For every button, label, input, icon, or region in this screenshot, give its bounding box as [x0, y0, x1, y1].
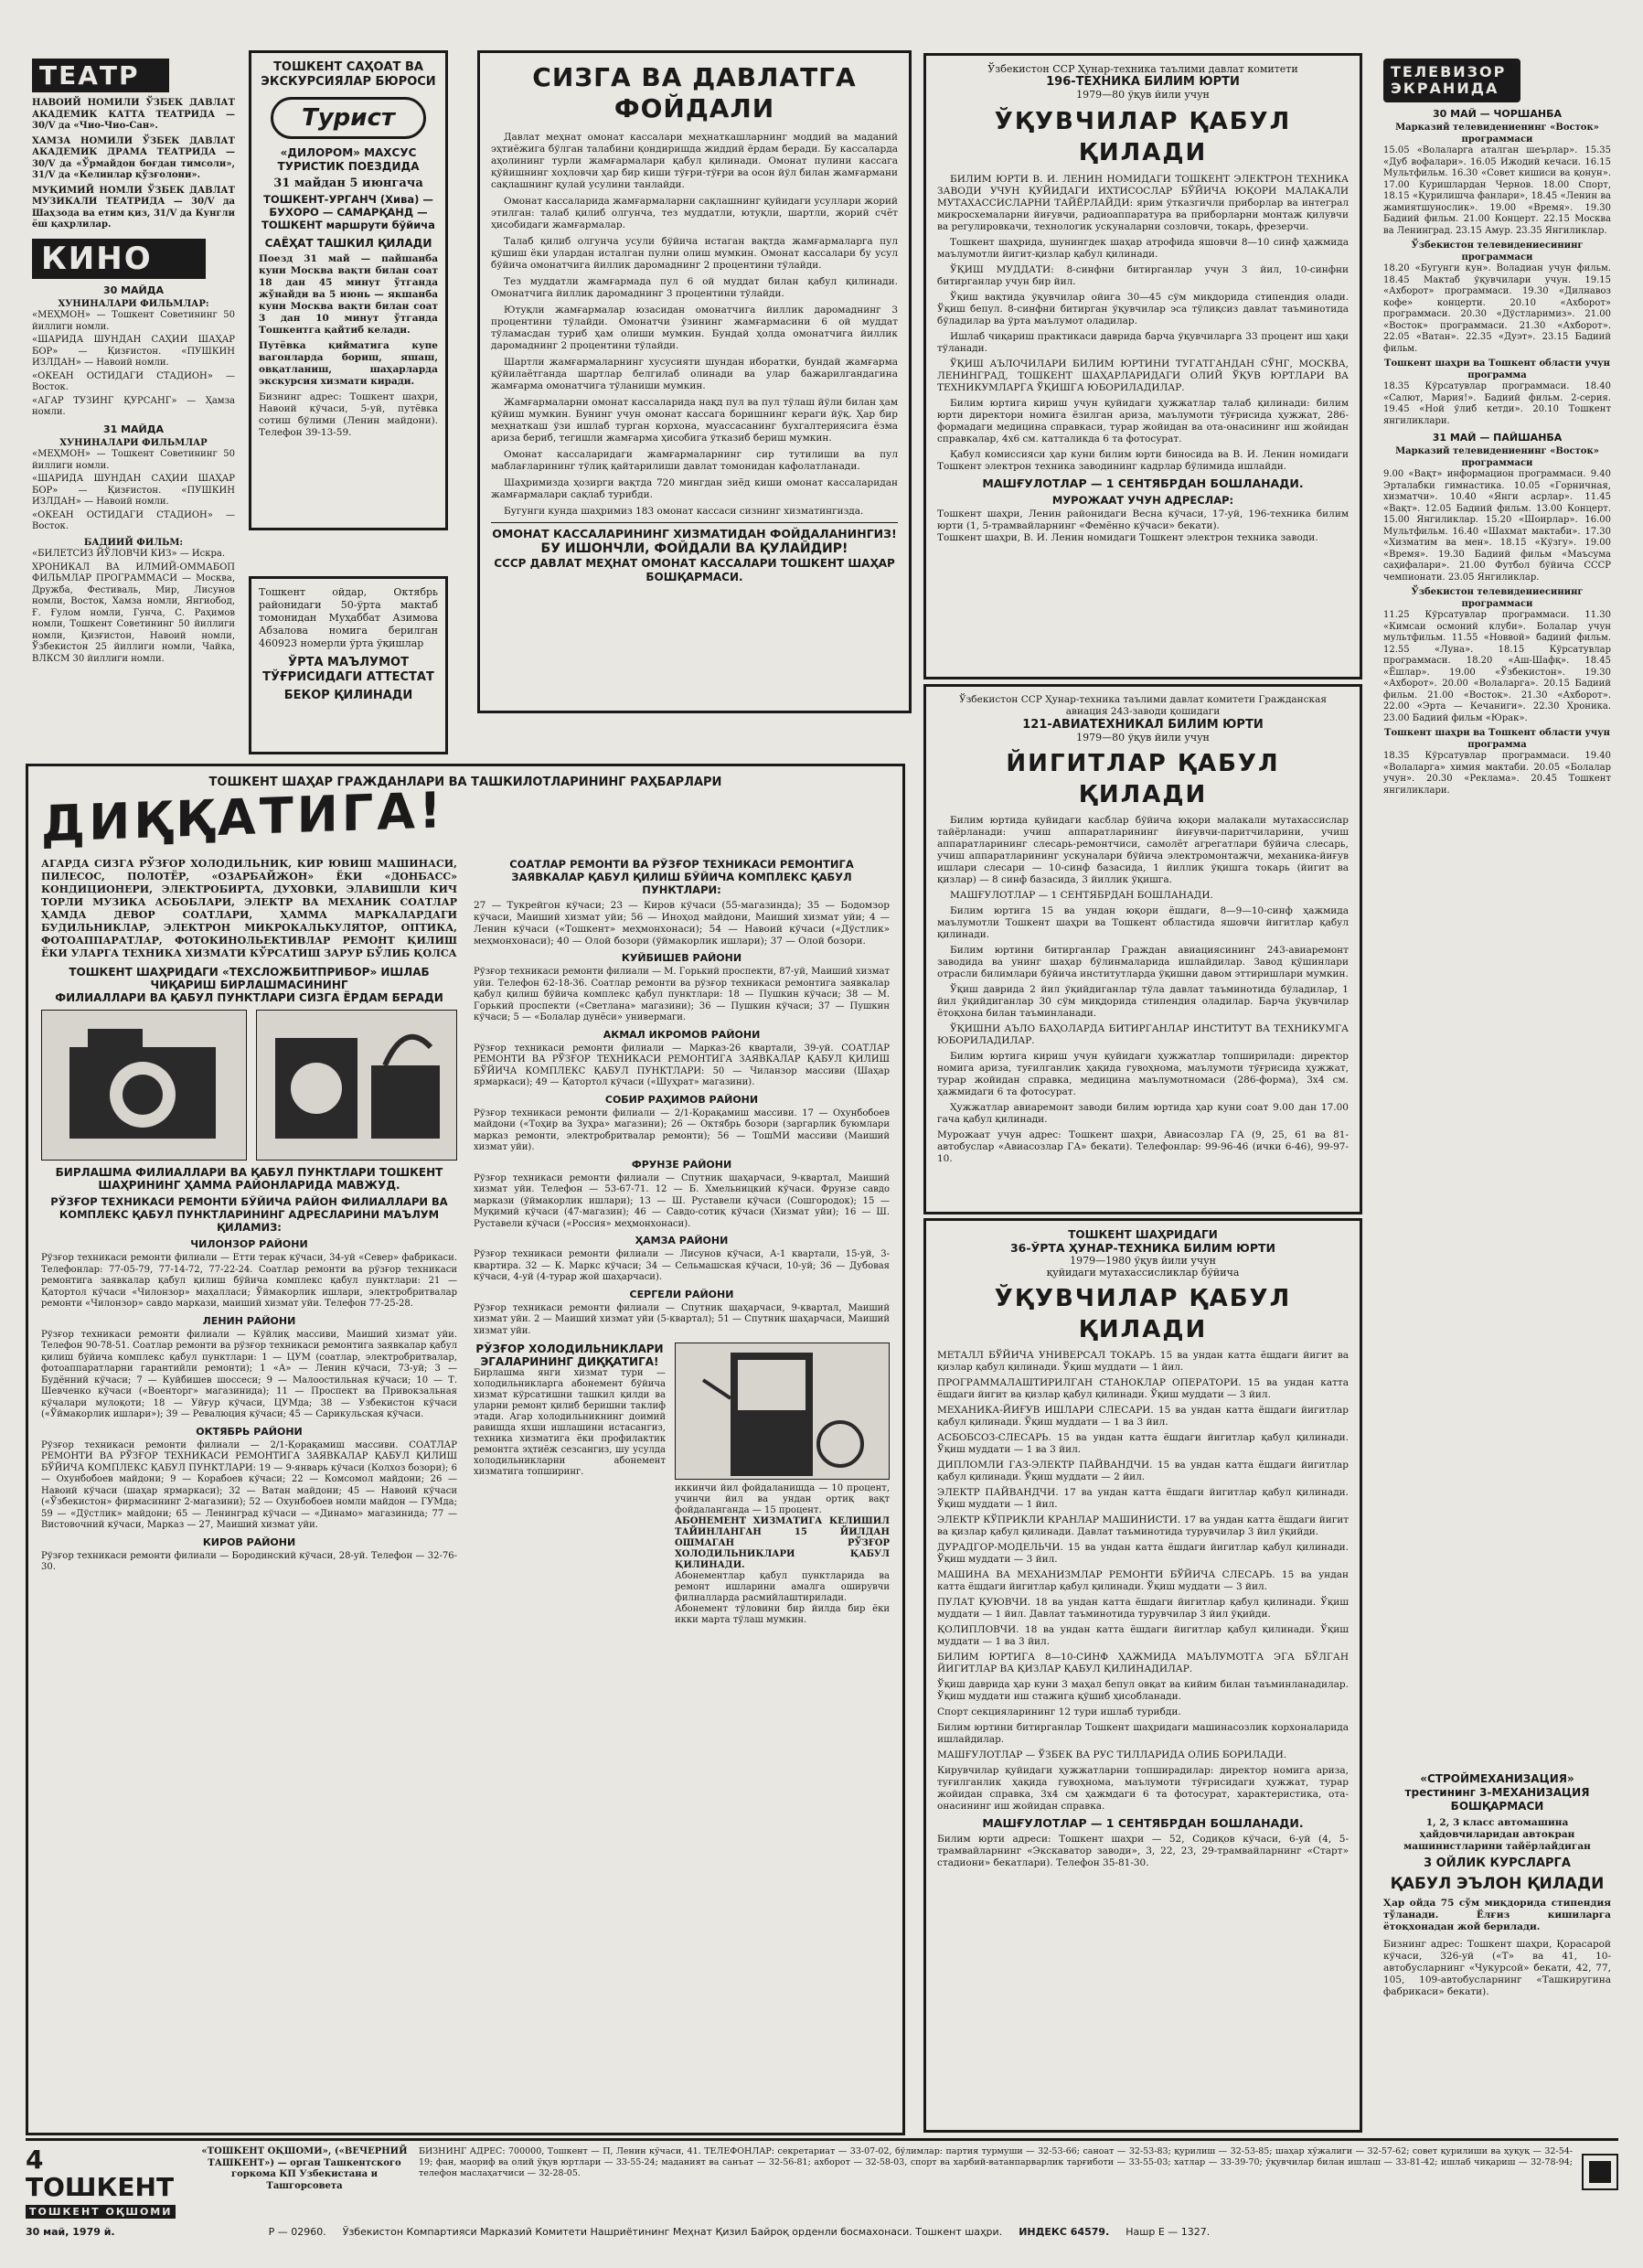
district-name: ҲАМЗА РАЙОНИ	[635, 1235, 729, 1246]
footer-mast-small: 4 ТОШКЕНТ	[26, 2145, 175, 2202]
footer-printer: Ўзбекистон Компартияси Марказий Комитети Нашриётининг Меҳнат Қизил Байроқ орденли босмахонаси. Тошкент шаҳри.	[342, 2226, 1003, 2238]
savings-paragraph: Давлат меҳнат омонат кассалари меҳнаткашларнинг моддий ва маданий эҳтиёжига бўлган талабини қондиришда жиддий ёрдам беради. Бу кассаларда аҳолининг турли жамғармалари қабул қилинади. Омонат пулини кассага қўйишнинг хоҳловчи ҳар бир киши тўғри-тўғри ва осон йўл билан жамғармани сақлашнинг қулай усулини танлайди.	[491, 132, 898, 190]
tv-head3: Тошкент шаҳри ва Тошкент области учун программа	[1384, 358, 1610, 380]
tv-head6: Тошкент шаҳри ва Тошкент области учун программа	[1384, 728, 1610, 750]
school121-ad	[923, 684, 1362, 1214]
school196-address: Тошкент шаҳри, Ленин районидаги Весна кўчаси, 17-уй, 196-техника билим юрти (1, 5-трамвайларнинг «Фемённо кўчаси» бекати).	[937, 508, 1349, 531]
certificate-head1: ЎРТА МАЪЛУМОТ ТЎҒРИСИДАГИ АТТЕСТАТ	[262, 656, 434, 684]
fridge-left	[474, 1343, 666, 1626]
school36-item: ПРОГРАММАЛАШТИРИЛГАН СТАНОКЛАР ОПЕРАТОРИ. 15 ва ундан катта ёшдаги йигит ва қизлар қабул қилинади. Ўқиш муддати — 3 йил.	[937, 1377, 1349, 1400]
cinema-day1-list	[32, 310, 235, 419]
footer-masthead	[26, 2146, 190, 2219]
school121-org: Ўзбекистон ССР Ҳунар-техника таълими давлат комитети Гражданская авиация 243-заводи қошидаги	[958, 694, 1327, 717]
school36-org: ТОШКЕНТ ШАҲРИДАГИ	[1068, 1228, 1218, 1241]
school36-item: МАШИНА ВА МЕХАНИЗМЛАР РЕМОНТИ БЎЙИЧА СЛЕСАРЬ. 15 ва ундан катта ёшдаги йигитлар қабул қилинади. Ўқиш муддати — 3 йил.	[937, 1569, 1349, 1592]
cinema-entry: «МЕҲМОН» — Тошкент Советининг 50 йиллиги номли.	[32, 449, 235, 471]
school36-item: Билим юртини битирганлар Тошкент шаҳридаги машинасозлик корхоналарида ишлайдилар.	[937, 1722, 1349, 1745]
district-name: СЕРГЕЛИ РАЙОНИ	[629, 1288, 734, 1300]
theatre-list	[32, 98, 235, 231]
cinema-day2: 31 МАЙДА	[102, 423, 165, 435]
school36-item: МЕХАНИКА-ЙИҒУВ ИШЛАРИ СЛЕСАРИ. 15 ва ундан катта ёшдаги йигитлар қабул қилинади. Ўқиш муддати — 1 ва 3 йил.	[937, 1405, 1349, 1428]
district-name: СОБИР РАҲИМОВ РАЙОНИ	[604, 1093, 759, 1106]
school121-year: 1979—80 ўқув йили учун	[1076, 732, 1210, 744]
footer-emblem	[1582, 2154, 1618, 2190]
tourist-train: «ДИЛОРОМ» МАХСУС ТУРИСТИК ПОЕЗДИДА	[277, 146, 420, 173]
savings-paragraph: Тез муддатли жамғармада пул 6 ой муддат билан қабул қилинади. Омонатчига йиллик даромаднинг 3 процентини тўлайди.	[491, 276, 898, 299]
school36-item: БИЛИМ ЮРТИГА 8—10-СИНФ ҲАЖМИДА МАЪЛУМОТГА ЭГА БЎЛГАН ЙИГИТЛАР ВА ҚИЗЛАР ҚАБУЛ ҚИЛИНАДИЛАР.	[937, 1652, 1349, 1674]
cinema-logo: КИНО	[32, 239, 206, 279]
school196-title: ЎҚУВЧИЛАР ҚАБУЛ ҚИЛАДИ	[994, 108, 1292, 166]
district-text: Рўзғор техникаси ремонти филиали — Кўйлиқ массиви, Маиший хизмат уйи. Телефон 90-78-51. Соатлар ремонти ва рўзғор техникаси ремонтига заявкалар қабул қилиш бўйича комплекс қабул пунктлари: 1 — ЦУМ (соатлар, электробритвалар, фотоаппаратларни гарантийли ремонти); 1 «А» — Ленин кўчаси, 73-уй; 3 — Будённий кўчаси; 7 — Куйбишев шоссеси; 9 — Малоостильная кўчаси; 10 — Т. Шевченко кўчаси («Военторг» магазинида); 11 — Проспект ва Привокзальная кўчалари мулоқоти; 18 — Уйғур кўчаси, ЦУМда; 38 — Узбекистон кўчаси («Ўймакорлик ишлари»); 39 — Ревалюция кўчаси; 45 — Сарикульская кўчаси.	[41, 1329, 457, 1419]
school121-paragraph: Билим юртини битирганлар Граждан авиациясининг 243-авиаремонт заводида ва унинг шаҳар бўлинмаларида ишлайдилар. Завод қўшинлари отрасли билимлари бўйича институтларда ўқишни давом эттиришлари мумкин.	[937, 945, 1349, 979]
service-repair-head: СОАТЛАР РЕМОНТИ ВА РЎЗҒОР ТЕХНИКАСИ РЕМОНТИГА ЗАЯВКАЛАР ҚАБУЛ ҚИЛИШ БЎЙИЧА КОМПЛЕКС ҚАБУЛ ПУНКТЛАРИ:	[509, 858, 854, 896]
district-name: ЛЕНИН РАЙОНИ	[202, 1314, 296, 1327]
service-branches-note: БИРЛАШМА ФИЛИАЛЛАРИ ВА ҚАБУЛ ПУНКТЛАРИ ТОШКЕНТ ШАҲРИНИНГ ҲАММА РАЙОНЛАРИДА МАВЖУД.	[55, 1166, 443, 1192]
tv-prog3: 18.35 Кўрсатувлар программаси. 18.40 «Салют, Мария!». Бадиий фильм. 2-серия. 19.45 «Ной ўлиб кетди». 20.10 Тошкент янгиликлари.	[1383, 381, 1611, 426]
district-text: Рўзғор техникаси ремонти филиали — Марказ-26 квартали, 39-уй. СОАТЛАР РЕМОНТИ ВА РЎЗҒОР ТЕХНИКАСИ РЕМОНТИГА ЗАЯВКАЛАР ҚАБУЛ ҚИЛИШ БЎЙИЧА КОМПЛЕКС ҚАБУЛ ПУНКТЛАРИ: 50 — Чиланзор массиви (Шаҳар ярмаркаси); 49 — Қатортол кўчаси («Шуҳрат» магазини).	[474, 1043, 890, 1087]
school196-address-head: МУРОЖААТ УЧУН АДРЕСЛАР:	[1051, 494, 1234, 507]
service-ad	[26, 764, 905, 2135]
school121-paragraph: Билим юртига 15 ва ундан юқори ёшдаги, 8—9—10-синф ҳажмида маълумотли Тошкент шаҳри ва Тошкент областида яшовчи йигитлар қабул қилинади.	[937, 905, 1349, 940]
school36-item: АСБОБСОЗ-СЛЕСАРЬ. 15 ва ундан катта ёшдаги йигитлар қабул қилинади. Ўқиш муддати — 1 ва 3 йил.	[937, 1432, 1349, 1455]
tourist-logo	[271, 97, 426, 139]
school196-name: 196-ТЕХНИКА БИЛИМ ЮРТИ	[1046, 75, 1240, 89]
cinema-entry: «ОКЕАН ОСТИДАГИ СТАДИОН» — Восток.	[32, 509, 235, 531]
service-lab-head2: ФИЛИАЛЛАРИ ВА ҚАБУЛ ПУНКТЛАРИ СИЗГА ЁРДАМ БЕРАДИ	[55, 991, 443, 1004]
cinema-entry: «ШАРИДА ШУНДАН САҲИИ ШАҲАР БОР» — Қизғистон. «ПУШКИН ИЗЛДАН» — Навоий номли.	[32, 335, 235, 368]
cinema-entry: ХРОНИКАЛ ВА ИЛМИЙ-ОММАБОП ФИЛЬМЛАР ПРОГРАММАСИ — Москва, Дружба, Фестиваль, Мир, Лисунов номли, Восток, Хамза номли, Янгиобод, Ғ. Ғулом номли, Гунча, С. Раҳимов номли, Тошкент Советининг 50 йиллиги номли, Қизғистон, Навоий номли, Ўзбекистон 25 йиллиги номли, Чайка, ВЛКСМ 30 йиллиги номли.	[32, 562, 235, 664]
school121-paragraph: МАШҒУЛОТЛАР — 1 СЕНТЯБРДАН БОШЛАНАДИ.	[950, 890, 1213, 901]
school36-item: МАШҒУЛОТЛАР — ЎЗБЕК ВА РУС ТИЛЛАРИДА ОЛИБ БОРИЛАДИ.	[937, 1749, 1287, 1760]
school121-paragraph: ЎҚИШНИ АЪЛО БАҲОЛАРДА БИТИРГАНЛАР ИНСТИТУТ ВА ТЕХНИКУМГА ЮБОРИЛАДИЛАР.	[937, 1023, 1349, 1046]
tv-day2: 31 МАЙ — ПАЙШАНБА	[1432, 432, 1563, 444]
cinema-children-head: БАДИИЙ ФИЛЬМ:	[83, 537, 184, 548]
service-right-col	[474, 858, 890, 1626]
school196-paragraph: Ўқиш вақтида ўқувчилар ойига 30—45 сўм миқдорида стипендия олади. Ўқиш бепул. 8-синфни битирган ўқувчилар эса тўлиқсиз давлат таъминотида бўладилар ва ўрта маълумот оладилар.	[937, 292, 1349, 326]
school36-item: Спорт секцияларининг 12 тури ишлаб турибди.	[937, 1706, 1181, 1717]
districts-left	[41, 1238, 457, 1574]
savings-footer1: ОМОНАТ КАССАЛАРИНИНГ ХИЗМАТИДАН ФОЙДАЛАНИНГИЗ!	[492, 527, 897, 540]
cinema-entry: «ОКЕАН ОСТИДАГИ СТАДИОН» — Восток.	[32, 370, 235, 392]
tourist-ad	[249, 50, 448, 530]
certificate-text: Тошкент ойдар, Октябрь районидаги 50-ўрта мактаб томонидан Муҳаббат Азимова Абзалова номига берилган 460923 номерли ўрта ўқишлар	[259, 586, 438, 649]
school196-ad	[923, 53, 1362, 679]
school196-address2: Тошкент шаҳри, В. И. Ленин номидаги Тошкент электрон техника заводи.	[937, 532, 1318, 543]
tourist-date: 31 майдан 5 июнгача	[273, 177, 423, 190]
page-footer	[26, 2138, 1618, 2248]
school121-name: 121-АВИАТЕХНИКАЛ БИЛИМ ЮРТИ	[1022, 718, 1264, 732]
savings-paragraph: Шаҳримизда ҳозирги вақтда 720 мингдан зиёд киши омонат кассаларидан жамғармалари сақлаб турибди.	[491, 477, 898, 500]
service-lab-head: ТОШКЕНТ ШАҲРИДАГИ «ТЕХСЛОЖБИТПРИБОР» ИШЛАБ ЧИҚАРИШ БИРЛАШМАСИНИНГ	[69, 966, 430, 991]
school196-paragraph: Тошкент шаҳрида, шунингдек шаҳар атрофида яшовчи 8—10 синф ҳажмида маълумотли йигит-қизлар қабул қилинади.	[937, 237, 1349, 260]
tv-prog4: 9.00 «Вақт» информацион программаси. 9.40 Эрталабки гимнастика. 10.05 «Горничная, хизматчи». 10.40 «Янги асрлар». 11.45 «Вақт». 12.05 Бадиий фильм. 13.00 Концерт. 15.00 Янгиликлар. 15.20 «Шоирлар». 16.00 Мультфильм. 16.40 «Шахмат мактаби». 17.30 «Хизматим ва мен». 18.15 «Кўзгу». 19.00 «Время». 19.30 Бадиий фильм «Маъсума саҳифалари». 21.00 Футбол бўйича СССР чемпионати. 23.05 Янгиликлар.	[1383, 469, 1611, 583]
fridge-text: Бирлашма янги хизмат тури — холодильникларга абонемент бўйича хизмат кўрсатишни ташкил қилди ва уларни ремонт қилиб беришни таклиф этади. Агар холодильникнинг доимий равишда яхши ишлашини истасангиз, техника хизматига ёки профилактик ремонтга эҳтиёж сезсангиз, шу усулда холодильникларни абонемент хизматига топширинг.	[474, 1368, 666, 1477]
savings-ad	[477, 50, 912, 713]
stroi-ad	[1376, 1765, 1618, 2117]
footer-paper-desc: «ТОШКЕНТ ОҚШОМИ», («ВЕЧЕРНИЙ ТАШКЕНТ») — орган Ташкентского горкома КП Узбекистана и Ташгорсовета	[201, 2146, 408, 2191]
footer-bottom-line	[26, 2226, 1618, 2238]
service-top: ТОШКЕНТ ШАҲАР ГРАЖДАНЛАРИ ВА ТАШКИЛОТЛАРИНИНГ РАҲБАРЛАРИ	[208, 776, 722, 789]
district-text: Рўзғор техникаси ремонти филиали — Лисунов кўчаси, А-1 квартали, 15-уй, 3-квартира. 32 — К. Маркс кўчаси; 34 — Сельмашская кўчаси, 10-уй; 36 — Дубовая кўчаси, 4-уй (4-турар жой шаҳарчаси).	[474, 1249, 890, 1282]
tv-prog6: 18.35 Кўрсатувлар программаси. 19.40 «Волаларга» химия мактаби. 20.05 «Болалар учун». 20.30 «Реклама». 20.45 Тошкент янгиликлари.	[1383, 751, 1611, 796]
district-text: Рўзғор техникаси ремонти филиали — 2/1-Қорақамиш массиви. СОАТЛАР РЕМОНТИ ВА РЎЗҒОР ТЕХНИКАСИ РЕМОНТИГА ЗАЯВКАЛАР ҚАБУЛ ҚИЛИШ БЎЙИЧА КОМПЛЕКС ҚАБУЛ ПУНКТЛАРИ: 19 — 9-январь кўчаси (Колхоз бозори); 6 — Охунбобоев майдони; 9 — Корабоев кўчаси; 22 — Комсомол майдони; 26 — Навоий кўчаси (шаҳар ярмаркаси); 32 — Ватан майдони; 45 — Навоий кўчаси («Ўзбекистон» фирмасининг 2-магазини); 52 — Охунбобоев номли майдон — ГУМда; 59 — «Дўстлик» майдони; 65 — Ленинград кўчаси — «Динамо» магазинида; 77 — Вистовочний кўчаси, Марказ — 27, Маиший хизмат уйи.	[41, 1439, 457, 1530]
school196-paragraph: ЎҚИШ АЪЛОЧИЛАРИ БИЛИМ ЮРТИНИ ТУГАТГАНДАН СЎНГ, МОСКВА, ЛЕНИНГРАД, ТОШКЕНТ ШАҲАРЛАРИДАГИ ОЛИЙ ЎҚУВ ЮРТЛАРИ ВА ТЕХНИКУМЛАРГА ЎҚИШГА ЮБОРИЛАДИЛАР.	[937, 358, 1349, 393]
fridge-b1: иккинчи йил фойдаланишда — 10 процент, учинчи йил ва ундан ортиқ вақт фойдаланганда — 15 процент.	[675, 1483, 890, 1515]
school196-paragraph: ЎҚИШ МУДДАТИ: 8-синфни битирганлар учун 3 йил, 10-синфни битирганлар учун бир йил.	[937, 264, 1349, 287]
savings-paragraph: Ютуқли жамғармалар юзасидан омонатчига йиллик даромаднинг 3 процентини тўлайди. Омонатчи ўзининг жамғармасини 6 ой муддат тўламасдан туриб ҳам олиши мумкин. Бундай ҳолда омонатчига йиллик даромаднинг 2 процентини тўлайди.	[491, 305, 898, 351]
fridge-b4: Абонемент тўловини бир йилда бир ёки икки марта тўлаш мумкин.	[675, 1604, 890, 1625]
tv-prog2: 18.20 «Бугунги кун». Воладиан учун фильм. 18.45 Мактаб ўқувчилари учун. 19.15 «Ахборот» программаси. 19.30 «Дилнавоз кофе» концерти. 20.10 «Ахборот» программаси. 20.30 «Дўстларимиз». 21.00 «Восток» программаси. 21.30 «Ахборот». 22.05 «Ватан». 22.35 «Дуэт». 23.15 Бадиий фильм.	[1383, 263, 1611, 354]
theatre-entry: ХАМЗА НОМИЛИ ЎЗБЕК ДАВЛАТ АКАДЕМИК ДРАМА ТЕАТРИДА — 30/V да «Ўрмайдон боғдан тимсоли», 31/V да «Келинлар қўзғолони».	[32, 135, 235, 180]
tourist-trip-text: Поезд 31 май — пайшанба куни Москва вақти билан соат 18 дан 45 минут ўтганда жўнайди ва 5 июнь — якшанба куни Москва вақти билан соат 3 дан 10 минут ўтганда Тошкентга қайтиб келади.	[259, 253, 438, 336]
districts-right	[474, 952, 890, 1337]
stroi-text: 1, 2, 3 класс автомашина ҳайдовчиларидан автокран машинистларини тайёрлайдиган	[1403, 1817, 1591, 1852]
school36-item: ЭЛЕКТР ПАЙВАНДЧИ. 17 ва ундан катта ёшдаги йигитлар қабул қилинади. Ўқиш муддати — 1 йил.	[937, 1487, 1349, 1510]
service-intro: АГАРДА СИЗГА РЎЗҒОР ХОЛОДИЛЬНИК, КИР ЮВИШ МАШИНАСИ, ПИЛЕСОС, ПОЛОТЁР, «ОЗАРБАЙЖОН» ЁКИ «ДОНБАСС» КОНДИЦИОНЕРИ, ЭЛЕКТРОБИРТА, ДУХОВКИ, ЭЛАВИШЛИ КИЧ ТОРЛИ МУЗИКА АСБОБЛАРИ, ЭЛЕКТР ВА МЕХАНИК СОАТЛАР ҲАМДА ДЕВОР СОАТЛАРИ, ҲАММА МАРКАЛАРДАГИ БУДИЛЬНИКЛАР, ЭЛЕКТРОН МИКРОКАЛЬКУЛЯТОР, ОПТИКА, ФОТОАППАРАТЛАР, ФОТОКИНОЛЬЕКТИВЛАР РЕМОНТ ҚИЛИШ ЁКИ УЛАРГА ТЕХНИКА ХИЗМАТИ КЎРСАТИШ ЗАРУР БЎЛИБ ҚОЛСА	[41, 858, 457, 959]
tv-head4: Марказий телевидениенинг «Восток» программаси	[1395, 446, 1599, 468]
school196-paragraph: Ишлаб чиқариш практикаси даврида барча ўқувчиларга 33 процент иш ҳақи тўланади.	[937, 331, 1349, 354]
district-text: Рўзғор техникаси ремонти филиали — 2/1-Қорақамиш массиви. 17 — Охунбобоев майдони («Тоҳир ва Зуҳра» магазини); 26 — Октябрь бозори (заргарлик буюмлари марказ ремонти, электробритвалар ремонти); 56 — ТошМИ массиви (Маиший хизмат уйи).	[474, 1107, 890, 1152]
tourist-contact: Бизнинг адрес: Тошкент шаҳри, Навоий кўчаси, 5-уй, путёвка сотиш бўлими (Ленин майдони). Телефон 39-13-59.	[259, 391, 438, 438]
cinema-entry: «АГАР ТУЗИНГ ҚУРСАНГ» — Ҳамза номли.	[32, 395, 235, 417]
tv-prog1: 15.05 «Волаларга аталган шеърлар». 15.35 «Дуб вофалари». 16.05 Ижодий кечаси. 16.15 Мультфильм. 16.30 «Совет кишиси ва қонун». 17.00 Куришлардан Чернов. 18.00 Спорт, 18.15 «Қурилишча фанлари», 18.45 «Ленин ва жамиятшунослик». 19.00 «Время». 19.30 Бадиий фильм. 21.00 Концерт. 22.15 Москва ва Ленинград. 23.15 Амур. 23.35 Янгиликлар.	[1383, 145, 1611, 236]
school121-paragraph: Билим юртида қуйидаги касблар бўйича юқори малакали мутахассислар тайёрланади: учиш аппаратларининг йиғувчи-паритчиларини, учиш аппаратларининг слесарь-ремонтчиси, самолёт агрегатлари бўйича слесарь, учиш аппаратларининг ускуналари бўйича электромонтажчи, механика-йиғув ишлари слесари — 10-синф базасида, 1 йиллик ўқишга токарь (йигит ва қизлар) — 8 синф базасида, 3 йиллик ўқишга.	[937, 815, 1349, 885]
tourist-route: ТОШКЕНТ-УРГАНЧ (Хива) — БУХОРО — САМАРҚАНД — ТОШКЕНТ маршрути бўйича	[261, 193, 435, 231]
tourist-logo-text: Турист	[302, 104, 395, 132]
fridge-right	[675, 1343, 890, 1626]
tv-prog5: 11.25 Кўрсатувлар программаси. 11.30 «Кимсаи осмоний клуби». Болалар учун мультфильм. 11.55 «Новвой» бадиий фильм. 12.55 «Луна». 18.15 Кўрсатувлар программаси. 18.20 «Аш-Шафқ». 18.45 «Ёшлар». 19.00 «Ўзбекистон». 19.30 «Ахборот». 20.00 «Волаларга». 20.15 Бадиий фильм. 21.00 «Восток». 21.30 «Ахборот». 22.00 «Эрта — Кечаниги». 22.30 Хроника. 23.00 Бадиий фильм «Юрак».	[1383, 610, 1611, 723]
district-text: Рўзғор техникаси ремонти филиали — Спутник шаҳарчаси, 9-квартал, Маиший хизмат уйи. Телефон — 53-67-71. 12 — Б. Хмельницкий кўчаси. Фрунзе савдо маркази (ўймакорлик ишлари); 13 — Ш. Руставели кўчаси (Сошгородок); 15 — Муқимий кўчаси (47-магазин); 46 — Савдо-сотиқ кўчаси (Хизмат уйи); 16 — Ш. Руставели кўчаси («Россия» меҳмонхонаси).	[474, 1172, 890, 1229]
savings-paragraph: Шартли жамғармаларнинг хусусияти шундан иборатки, бундай жамғарма қўйилаётганда шартлар белгилаб олинади ва улар бажарилгандагина жамғарма омонатчига тўланиши мумкин.	[491, 357, 898, 391]
district-text: Рўзғор техникаси ремонти филиали — Бородинский кўчаси, 28-уй. Телефон — 32-76-30.	[41, 1550, 457, 1572]
service-left-col	[41, 858, 457, 1574]
school196-paragraph: Билим юртига кириш учун қуйидаги ҳужжатлар талаб қилинади: билим юрти директори номига ёзилган ариза, маълумоти тўғрисида ҳужжат, 286-формадаги медицина справкаси, турар жойидан ва ота-онасининг иш жойидан справкалар, 4x6 см. катталикда 6 та фотосурат.	[937, 398, 1349, 444]
school196-paragraph: Қабул комиссияси ҳар куни билим юрти биносида ва В. И. Ленин номидаги Тошкент электрон техника заводининг кадрлар бўлимида ишлайди.	[937, 449, 1349, 472]
school36-year: 1979—1980 ўқув йили учун	[1070, 1255, 1216, 1267]
school196-year: 1979—80 ўқув йили учун	[1076, 89, 1210, 101]
school36-item: ПУЛАТ ҚУЮВЧИ. 18 ва ундан катта ёшдаги йигитлар қабул қилинади. Ўқиш муддати — 1 йил. Давлат таъминотида турувчилар 3 йил ўқийди.	[937, 1597, 1349, 1620]
service-repair-list: 27 — Тукрейгон кўчаси; 23 — Киров кўчаси (55-магазинда); 35 — Бодомзор кўчаси, Маиший хизмат уйи; 56 — Иноҳод майдони, Маиший хизмат уйи; 4 — Ленин кўчаси («Тошкент» меҳмонхонаси); 54 — Навоий кўчаси («Дўстлик» меҳмонхонаси); 40 — Олой бозори (ўймакорлик ишлари); 37 — Олой бозори.	[474, 900, 890, 947]
theatre-entry: НАВОИЙ НОМИЛИ ЎЗБЕК ДАВЛАТ АКАДЕМИК КАТТА ТЕАТРИДА — 30/V да «Чио-Чио-Сан».	[32, 98, 235, 131]
tv-head2: Ўзбекистон телевидениесининг программаси	[1411, 241, 1584, 262]
savings-paragraph: Талаб қилиб олгунча усули бўйича истаган вақтда жамғармаларга пул қўшиш ёки улардан исталган пулни олиш мумкин. Омонат кассалари бу усул бўйича омонатчига йиллик даромаднинг 2 процентини тўлайди.	[491, 236, 898, 271]
savings-footer2: БУ ИШОНЧЛИ, ФОЙДАЛИ ВА ҚУЛАЙДИР!	[540, 541, 848, 556]
fridge-b3: Абонементлар қабул пунктларида ва ремонт ишларини амалга оширувчи филиалларда расмийлаштирилади.	[675, 1571, 890, 1603]
fridge-section	[474, 1343, 890, 1626]
school36-address: Билим юрти адреси: Тошкент шаҳри — 52, Содиқов кўчаси, 6-уй (4, 5-трамвайларнинг «Экскаватор заводи», 3, 22, 23, 29-трамвайларнинг «Старт» стадиони» бекатлари). Телефон 35-81-30.	[937, 1834, 1349, 1868]
school196-paragraph: БИЛИМ ЮРТИ В. И. ЛЕНИН НОМИДАГИ ТОШКЕНТ ЭЛЕКТРОН ТЕХНИКА ЗАВОДИ УЧУН ҚУЙИДАГИ ИХТИСОСЛАР БЎЙИЧА ЮҚОРИ МАЛАКАЛИ МУТАХАССИСЛАРНИ ТАЙЁРЛАЙДИ: ярим ўтказгичли приборлар ва интеграл микросхемаларни йиғувчи, радиоаппаратура ва приборларни монтаж қилувчи ва регулировкачи, технологик ускуналарни созловчи, токарь, фрезерчи.	[937, 174, 1349, 232]
school36-item: Кирувчилар қуйидаги ҳужжатларни топширадилар: директор номига ариза, туғилганлик ҳақида гувоҳнома, маълумоти тўғрисидаги ҳужжат, турар жойидан справка, 3x4 см ҳажмдаги 6 та фотосурат, характеристика, ота-онасининг иш жойидан справка.	[937, 1765, 1349, 1812]
cinema-entry: «ШАРИДА ШУНДАН САҲИИ ШАҲАР БОР» — Қизғистон. «ПУШКИН ИЗЛДАН» — Навоий номли.	[32, 474, 235, 507]
stroi-org: «СТРОЙМЕХАНИЗАЦИЯ» трестининг 3-МЕХАНИЗАЦИЯ БОШҚАРМАСИ	[1404, 1772, 1590, 1813]
appliance-illustration	[256, 1010, 457, 1161]
district-text: Рўзғор техникаси ремонти филиали — Спутник шаҳарчаси, 9-квартал, Маиший хизмат уйи. 2 — Маиший хизмат уйи (5-квартал); 51 — Спутник шаҳарчаси, Маиший хизмат уйи.	[474, 1302, 890, 1336]
tv-head1: Марказий телевидениенинг «Восток» программаси	[1395, 123, 1599, 144]
district-text: Рўзғор техникаси ремонти филиали — Етти терак кўчаси, 34-уй «Север» фабрикаси. Телефонлар: 77-05-79, 77-14-72, 77-22-24. Соатлар ремонти ва рўзғор техникаси ремонтига заявкалар қабул қилиш бўйича комплекс қабул пунктлари: 21 — Қатортол кўчаси «Чилонзор» маҳалласи; Ўймакорлик ишлари, электробритвалар ремонти «Чилонзор» савдо маркази, маиший хизмат уйи. Телефон 77-25-28.	[41, 1253, 457, 1309]
fridge-b2: АБОНЕМЕНТ ХИЗМАТИГА КЕЛИШИЛ ТАЙИНЛАНГАН 15 ЙИЛДАН ОШМАГАН РЎЗҒОР ХОЛОДИЛЬНИКЛАРИ ҚАБУЛ ҚИЛИНАДИ.	[675, 1516, 890, 1570]
district-name: КУЙБИШЕВ РАЙОНИ	[621, 952, 742, 964]
footer-mast: ТОШКЕНТ ОҚШОМИ	[26, 2205, 176, 2219]
camera-illustration	[41, 1010, 247, 1161]
school36-item: ЭЛЕКТР КЎПРИКЛИ КРАНЛАР МАШИНИСТИ. 17 ва ундан катта ёшдаги йигит ва қизлар қабул қилинади. Давлат таъминотида турувчилар 3 йил ўқийди.	[937, 1514, 1349, 1537]
theatre-entry: МУҚИМИЙ НОМЛИ ЎЗБЕК ДАВЛАТ МУЗИКАЛИ ТЕАТРИДА — 30/V да Шаҳзода ва етим қиз, 31/V да Кунгли ёш қаҳрлилар.	[32, 185, 235, 230]
district-name: КИРОВ РАЙОНИ	[202, 1535, 296, 1548]
certificate-head2: БЕКОР ҚИЛИНАДИ	[283, 689, 413, 702]
service-list-head: РЎЗҒОР ТЕХНИКАСИ РЕМОНТИ БЎЙИЧА РАЙОН ФИЛИАЛЛАРИ ВА КОМПЛЕКС ҚАБУЛ ПУНКТЛАРИНИНГ АДРЕСЛАРИНИ МАЪЛУМ ҚИЛАМИЗ:	[50, 1195, 448, 1234]
tv-logo: ТЕЛЕВИЗОР ЭКРАНИДА	[1383, 59, 1520, 102]
cinema-day2-head: ХУНИНАЛАРИ ФИЛЬМЛАР	[59, 437, 208, 448]
cinema-children-list	[32, 549, 235, 665]
fridge-illustration	[675, 1343, 890, 1480]
savings-paragraph: Омонат кассаларида жамғармаларни сақлашнинг қуйидаги усуллари жорий этилган: талаб қилиб олгунча, тез муддатли, ютуқли, шартли, жорий счёт ҳисобидаги жамғармалар.	[491, 196, 898, 230]
tv-day1: 30 МАЙ — ЧОРШАНБА	[1433, 108, 1562, 120]
tv-head5: Ўзбекистон телевидениесининг программаси	[1411, 587, 1584, 609]
school121-address: Мурожаат учун адрес: Тошкент шаҳри, Авиасозлар ГА (9, 25, 61 ва 81-автобуслар «Авиасозлар ГА» бекати). Телефонлар: 99-96-46 (ички 6-46), 99-97-10.	[937, 1129, 1349, 1164]
savings-paragraph: Жамғармаларни омонат кассаларида нақд пул ва пул тўлаш йўли билан ҳам қўйиш мумкин. Бунинг учун омонат кассага боришнинг кераги йўқ. Ҳар бир меҳнаткаш ўзи ишлаб турган корхона, муассасанинг бухгалтериясига ёзма ариза бериб, тегишли жамғарма ҳисобига ўтказиб бериш мумкин.	[491, 397, 898, 444]
district-name: АКМАЛ ИКРОМОВ РАЙОНИ	[603, 1028, 761, 1041]
school36-sub: қуйидаги мутахассисликлар бўйича	[1046, 1267, 1240, 1278]
tv-column	[1376, 53, 1618, 1278]
cinema-day1: 30 МАЙДА	[102, 284, 165, 296]
appliance-illustrations	[41, 1010, 457, 1161]
theatre-cinema-column	[26, 53, 241, 762]
school36-item: ҚОЛИПЛОВЧИ. 18 ва ундан катта ёшдаги йигитлар қабул қилинади. Ўқиш муддати — 1 ва 3 йил.	[937, 1624, 1349, 1647]
school36-title: ЎҚУВЧИЛАР ҚАБУЛ ҚИЛАДИ	[994, 1285, 1292, 1343]
fridge-head: РЎЗҒОР ХОЛОДИЛЬНИКЛАРИ ЭГАЛАРИНИНГ ДИҚҚАТИГА!	[475, 1343, 664, 1368]
stroi-course: 3 ОЙЛИК КУРСЛАРГА	[1424, 1856, 1571, 1870]
footer-order: Нашр Е — 1327.	[1126, 2226, 1211, 2238]
district-text: Рўзғор техникаси ремонти филиали — М. Горький проспекти, 87-уй, Маиший хизмат уйи. Телефон 62-18-36. Соатлар ремонти ва рўзғор техникаси ремонтига заявкалар қабул қилиш бўйича комплекс қабул пунктлари: 18 — Пушкин кўчаси; 38 — М. Горький проспекти («Светлана» магазини); 36 — Пушкин кўчаси; 37 — Пушкин кўчаси; 5 — «Болалар дунёси» универмаги.	[474, 967, 890, 1022]
school121-paragraph: Ҳужжатлар авиаремонт заводи билим юртида ҳар куни соат 9.00 дан 17.00 гача қабул қилинади.	[937, 1102, 1349, 1125]
school36-classes: МАШҒУЛОТЛАР — 1 СЕНТЯБРДАН БОШЛАНАДИ.	[982, 1816, 1304, 1830]
school121-title: ЙИГИТЛАР ҚАБУЛ ҚИЛАДИ	[1006, 750, 1280, 808]
school36-name: 36-ЎРТА ҲУНАР-ТЕХНИКА БИЛИМ ЮРТИ	[1009, 1241, 1275, 1255]
district-name: ОКТЯБРЬ РАЙОНИ	[196, 1425, 303, 1438]
school121-paragraph: Ўқиш даврида 2 йил ўқийдиганлар тўла давлат таъминотида бўладилар, 1 йил ўқийдиганлар 30 сўм миқдорида стипендия оладилар. Барча ўқувчилар ётоқхона билан таъминланади.	[937, 984, 1349, 1019]
school36-items	[937, 1350, 1349, 1813]
school36-item: МЕТАЛЛ БЎЙИЧА УНИВЕРСАЛ ТОКАРЬ. 15 ва ундан катта ёшдаги йигит ва қизлар қабул қилинади. Ўқиш муддати — 1 йил.	[937, 1350, 1349, 1373]
tourist-trip-head: САЁҲАТ ТАШКИЛ ҚИЛАДИ	[264, 237, 432, 250]
tourist-title: ТОШКЕНТ САҲОАТ ВА ЭКСКУРСИЯЛАР БЮРОСИ	[261, 60, 436, 89]
school121-paragraph: Билим юртига кириш учун қуйидаги ҳужжатлар топширилади: директор номига ариза, туғилганлик ҳақида гувоҳнома, маълумоти тўғрисида ҳужжат, турар жойидан справка, медицина маълумотномаси (286-форма), 3x4 см. ҳажмидаги 6 та фотосурат.	[937, 1051, 1349, 1097]
savings-paras	[491, 132, 898, 518]
school36-ad	[923, 1218, 1362, 2133]
school121-paras	[937, 815, 1349, 1126]
cinema-day2-list	[32, 449, 235, 533]
stroi-body: Ҳар ойда 75 сўм миқдорида стипендия тўланади. Ёлғиз кишиларга ётоқхонадан жой берилади.	[1383, 1898, 1611, 1932]
school36-item: Ўқиш даврида ҳар куни 3 маҳал бепул овқат ва кийим билан таъминланадилар. Ўқиш муддати иш стажига қўшиб ҳисобланади.	[937, 1679, 1349, 1702]
district-name: ФРУНЗЕ РАЙОНИ	[631, 1158, 732, 1171]
savings-title: СИЗГА ВА ДАВЛАТГА ФОЙДАЛИ	[532, 62, 857, 123]
savings-paragraph: Омонат кассаларидаги жамғармаларнинг сир тутилиши ва пул маблағларининг тўлиқ қайтарилиши давлат томонидан кафолатланади.	[491, 449, 898, 472]
school36-item: ДИПЛОМЛИ ГАЗ-ЭЛЕКТР ПАЙВАНДЧИ. 15 ва ундан катта ёшдаги йигитлар қабул қилинади. Ўқиш муддати — 2 йил.	[937, 1460, 1349, 1482]
school36-item: ДУРАДГОР-МОДЕЛЬЧИ. 15 ва ундан катта ёшдаги йигитлар қабул қилинади. Ўқиш муддати — 3 йил.	[937, 1542, 1349, 1565]
savings-footer3: СССР ДАВЛАТ МЕҲНАТ ОМОНАТ КАССАЛАРИ ТОШКЕНТ ШАҲАР БОШҚАРМАСИ.	[494, 557, 895, 583]
school196-paras	[937, 174, 1349, 473]
stroi-address: Бизнинг адрес: Тошкент шаҳри, Қорасарой кўчаси, 326-уй («Т» ва 41, 10-автобусларнинг «Чукурсой» бекати, 42, 77, 105, 109-автобусларнинг «Ташкиругина фабрикаси» бекати).	[1383, 1939, 1611, 1997]
stroi-head: ҚАБУЛ ЭЪЛОН ҚИЛАДИ	[1390, 1875, 1605, 1893]
service-title: ДИҚҚАТИГА!	[41, 781, 445, 853]
footer-index: ИНДЕКС 64579.	[1019, 2226, 1110, 2238]
theatre-logo: ТЕАТР	[32, 59, 169, 92]
school196-org: Ўзбекистон ССР Ҳунар-техника таълими давлат комитети	[987, 63, 1298, 75]
cinema-day1-head: ХУНИНАЛАРИ ФИЛЬМЛАР:	[58, 298, 209, 309]
footer-press: Р — 02960.	[268, 2226, 326, 2238]
school196-classes: МАШҒУЛОТЛАР — 1 СЕНТЯБРДАН БОШЛАНАДИ.	[982, 476, 1304, 490]
cinema-entry: «БИЛЕТСИЗ ЙЎЛОВЧИ КИЗ» — Искра.	[32, 549, 226, 559]
footer-address-line: БИЗНИНГ АДРЕС: 700000, Тошкент — П, Ленин кўчаси, 41. ТЕЛЕФОНЛАР: секретариат — 33-07-02, бўлимлар: партия турмуши — 32-53-66; саноат — 32-53-83; қурилиш — 32-53-85; шаҳар хўжалиги — 32-57-62; совет қурилиши ва ҳуқуқ — 32-54-19; фан, маориф ва олий ўқув юртлари — 33-55-24; маданият ва санъат — 32-56-81; ахборот — 32-58-03, спорт ва харбий-ватанпарварлик тарғиботи — 33-55-03; хатлар — 33-39-70; ўқувчилар билан ишлаш — 33-81-42; ишлаб чиқариш — 32-78-94; телефон маслаҳатчиси — 32-28-05.	[419, 2146, 1573, 2178]
cinema-entry: «МЕҲМОН» — Тошкент Советининг 50 йиллиги номли.	[32, 310, 235, 332]
savings-paragraph: Бугунги кунда шаҳримиз 183 омонат кассаси сизнинг хизматингизда.	[504, 506, 864, 517]
tourist-trip-text2: Путёвка қийматига купе вагонларда бориш, яшаш, овқатланиш, шаҳарларда экскурсия хизмати киради.	[259, 340, 438, 387]
district-name: ЧИЛОНЗОР РАЙОНИ	[190, 1238, 308, 1250]
certificate-notice	[249, 576, 448, 754]
footer-date: 30 май, 1979 й.	[26, 2226, 115, 2238]
